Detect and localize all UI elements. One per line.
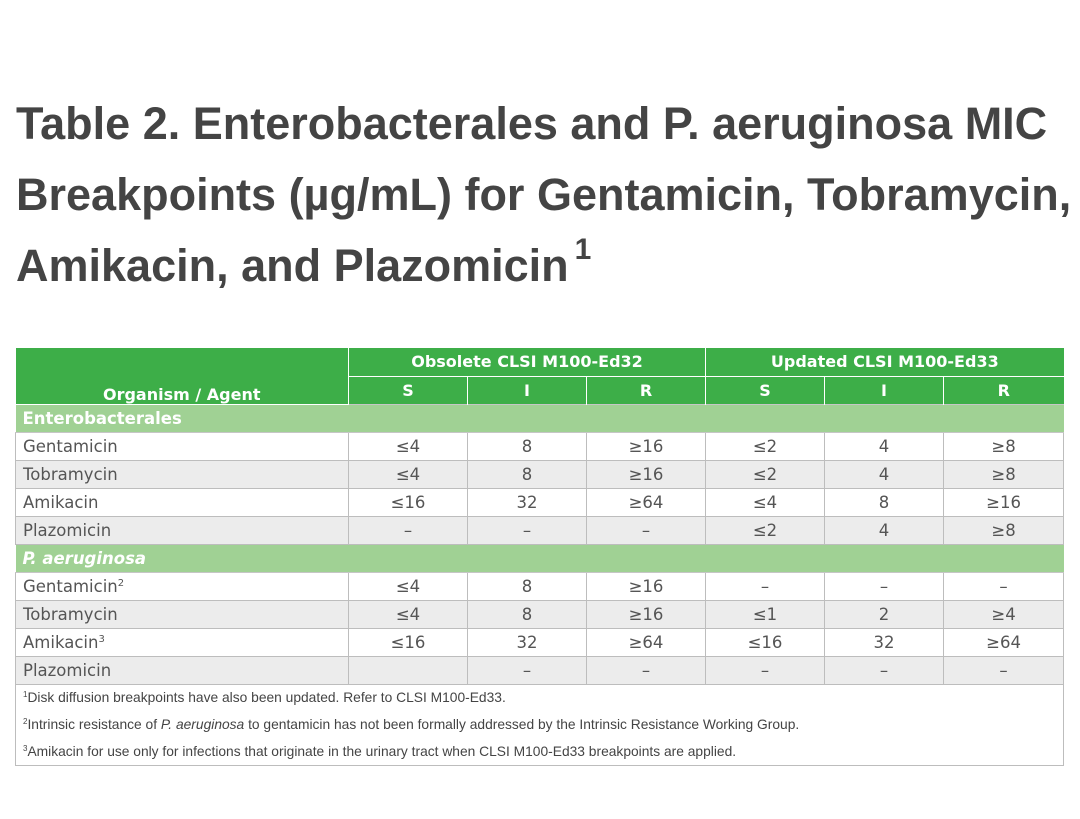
agent-name: Plazomicin (23, 520, 112, 540)
value-cell: ≥8 (944, 432, 1064, 460)
value-cell: ≤2 (706, 432, 825, 460)
value-cell: – (468, 656, 587, 684)
value-cell: – (706, 572, 825, 600)
header-row-groups (16, 348, 1064, 376)
agent-name: Gentamicin (23, 436, 118, 456)
value-cell: ≥64 (587, 628, 706, 656)
value-cell: ≤2 (706, 516, 825, 544)
agent-name: Gentamicin (23, 576, 118, 596)
table-row (16, 656, 1064, 684)
footnote-italic-text: P. aeruginosa (160, 717, 245, 732)
value-cell: ≥64 (944, 628, 1064, 656)
value-cell: ≤4 (349, 460, 468, 488)
page-title-text: Table 2. Enterobacterales and P. aeruginosa MIC Breakpoints (µg/mL) for Gentamicin, Tobramycin, Amikacin, and Plazomicin (16, 98, 1072, 291)
value-cell: 8 (468, 572, 587, 600)
section-label: Enterobacterales (16, 404, 1064, 432)
value-cell: – (944, 656, 1064, 684)
value-cell: ≤4 (349, 432, 468, 460)
table-row (16, 628, 1064, 656)
value-cell: ≤16 (349, 628, 468, 656)
footnote-text: Intrinsic resistance of (27, 717, 161, 732)
agent-name: Tobramycin (23, 464, 118, 484)
agent-cell (16, 432, 349, 460)
table-row (16, 600, 1064, 628)
section-row-enterobacterales (16, 404, 1064, 432)
agent-name: Plazomicin (23, 660, 112, 680)
value-cell: – (944, 572, 1064, 600)
value-cell: 32 (468, 628, 587, 656)
value-cell: 32 (468, 488, 587, 516)
value-cell: 4 (825, 432, 944, 460)
agent-footnote-marker: 2 (117, 577, 125, 589)
agent-cell (16, 628, 349, 656)
value-cell: – (468, 516, 587, 544)
header-obsolete-r: R (587, 376, 706, 404)
agent-cell (16, 656, 349, 684)
agent-cell (16, 516, 349, 544)
value-cell: 8 (825, 488, 944, 516)
value-cell: ≥16 (587, 572, 706, 600)
agent-name: Tobramycin (23, 604, 118, 624)
footnote-3 (16, 738, 1064, 765)
header-obsolete-clsi: Obsolete CLSI M100-Ed32 (349, 348, 706, 376)
value-cell: 8 (468, 600, 587, 628)
header-updated-clsi: Updated CLSI M100-Ed33 (706, 348, 1064, 376)
agent-cell (16, 488, 349, 516)
value-cell: 4 (825, 516, 944, 544)
value-cell: – (349, 516, 468, 544)
footnote-text: Amikacin for use only for infections that originate in the urinary tract when CLSI M100-Ed33 breakpoints are applied. (27, 743, 737, 759)
breakpoints-table (15, 348, 1064, 766)
value-cell: 8 (468, 460, 587, 488)
value-cell: 4 (825, 460, 944, 488)
value-cell (349, 656, 468, 684)
value-cell: – (825, 656, 944, 684)
value-cell: 2 (825, 600, 944, 628)
footnote-marker: 2 (23, 717, 28, 726)
value-cell: ≥16 (587, 600, 706, 628)
agent-cell (16, 572, 349, 600)
value-cell: ≤4 (349, 572, 468, 600)
header-updated-s: S (706, 376, 825, 404)
value-cell: ≤4 (706, 488, 825, 516)
value-cell: ≤2 (706, 460, 825, 488)
footnote-cell (16, 684, 1064, 711)
footnote-2 (16, 711, 1064, 738)
value-cell: ≤1 (706, 600, 825, 628)
value-cell: ≤16 (706, 628, 825, 656)
title-footnote-marker: 1 (574, 232, 592, 266)
header-obsolete-s: S (349, 376, 468, 404)
value-cell: – (825, 572, 944, 600)
footnote-marker: 1 (23, 690, 28, 700)
footnote-text: to gentamicin has not been formally addressed by the Intrinsic Resistance Working Group. (244, 717, 800, 732)
value-cell: ≥4 (944, 600, 1064, 628)
value-cell: ≥8 (944, 516, 1064, 544)
table-row (16, 432, 1064, 460)
value-cell: – (587, 516, 706, 544)
value-cell: 8 (468, 432, 587, 460)
footnote-1 (16, 684, 1064, 711)
header-updated-r: R (944, 376, 1064, 404)
section-row-p-aeruginosa (16, 544, 1064, 572)
header-updated-i: I (825, 376, 944, 404)
footnote-marker: 3 (23, 743, 28, 753)
footnote-text: Disk diffusion breakpoints have also been updated. Refer to CLSI M100-Ed33. (27, 690, 506, 706)
page-title (16, 88, 1076, 301)
value-cell: – (706, 656, 825, 684)
value-cell: ≥8 (944, 460, 1064, 488)
header-obsolete-i: I (468, 376, 587, 404)
value-cell: ≥16 (587, 460, 706, 488)
table-row (16, 460, 1064, 488)
header-organism-agent: Organism / Agent (16, 348, 349, 404)
agent-footnote-marker: 3 (98, 633, 105, 645)
footnote-cell (16, 738, 1064, 765)
agent-name: Amikacin (23, 492, 99, 512)
value-cell: ≥16 (944, 488, 1064, 516)
table-row (16, 516, 1064, 544)
table-row (16, 572, 1064, 600)
value-cell: ≤16 (349, 488, 468, 516)
table-row (16, 488, 1064, 516)
value-cell: ≥16 (587, 432, 706, 460)
value-cell: 32 (825, 628, 944, 656)
value-cell: ≤4 (349, 600, 468, 628)
agent-name: Amikacin (23, 632, 99, 652)
agent-cell (16, 600, 349, 628)
agent-cell (16, 460, 349, 488)
value-cell: – (587, 656, 706, 684)
footnote-cell (16, 711, 1064, 738)
value-cell: ≥64 (587, 488, 706, 516)
section-label: P. aeruginosa (16, 544, 1064, 572)
